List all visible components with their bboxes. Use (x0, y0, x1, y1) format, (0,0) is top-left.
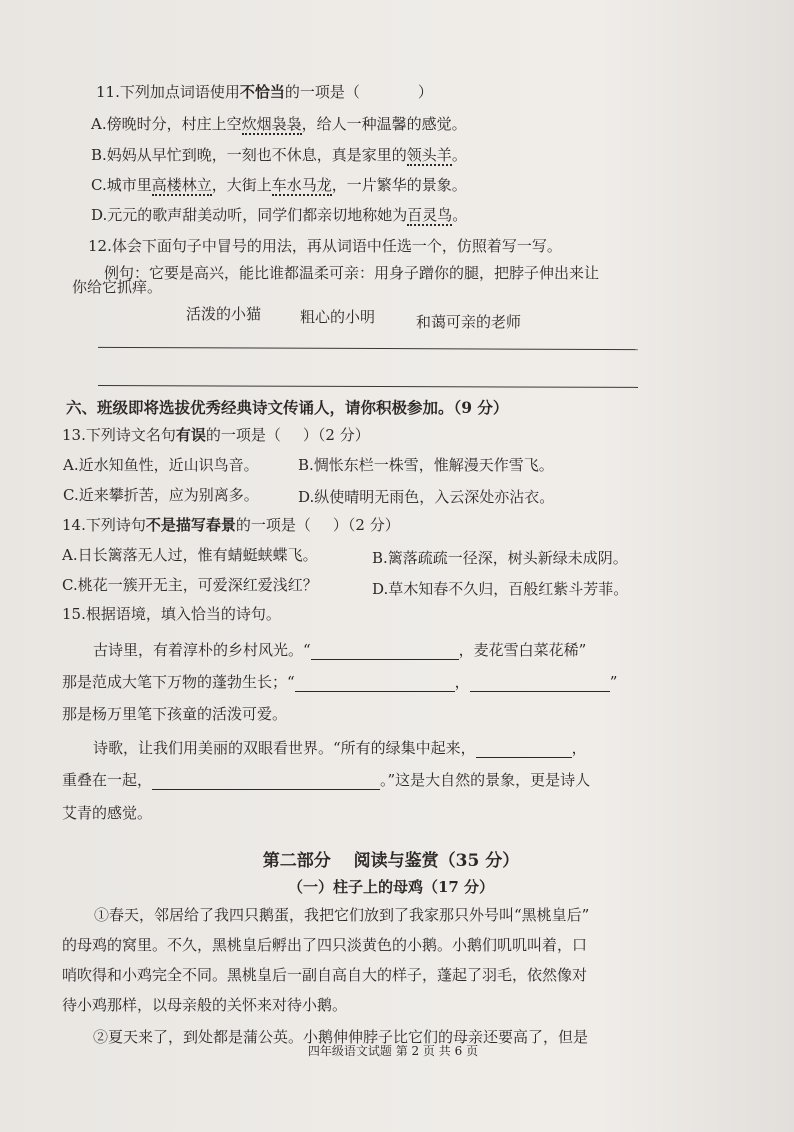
q13-option-d: D.纵使晴明无雨色，入云深处亦沾衣。 (298, 488, 555, 506)
q15-para1-line1: 古诗里，有着淳朴的乡村风光。“ ，麦花雪白菜花稀” (93, 641, 587, 659)
q15-para2-line3: 艾青的感觉。 (62, 804, 153, 822)
q15-para1-line2: 那是范成大笔下万物的蓬勃生长；“ ， ” (62, 673, 618, 691)
q15-blank-5[interactable] (152, 773, 380, 790)
q14-stem: 14.下列诗句不是描写春景的一项是（ ）（2 分） (62, 516, 400, 534)
q15-blank-2[interactable] (295, 675, 455, 692)
q11-option-a: A.傍晚时分，村庄上空炊烟袅袅，给人一种温馨的感觉。 (91, 115, 467, 133)
q15-para1-line3: 那是杨万里笔下孩童的活泼可爱。 (62, 705, 288, 723)
q13-option-a: A.近水知鱼性，近山识鸟音。 (63, 456, 259, 474)
reading-para1-line4: 待小鸡那样，以母亲般的关怀来对待小鹅。 (62, 996, 348, 1014)
q12-answer-line-2[interactable] (98, 385, 638, 388)
q12-choice-2: 粗心的小明 (300, 308, 376, 326)
q14-option-a: A.日长篱落无人过，惟有蜻蜓蛱蝶飞。 (62, 546, 318, 564)
q13-option-c: C.近来攀折苦，应为别离多。 (63, 486, 259, 504)
q15-para2-line2: 重叠在一起， 。”这是大自然的景象，更是诗人 (62, 771, 591, 789)
q13-stem: 13.下列诗文名句有误的一项是（ ）（2 分） (62, 426, 370, 444)
q12-stem: 12.体会下面句子中冒号的用法，再从词语中任选一个，仿照着写一写。 (88, 237, 562, 255)
q15-stem: 15.根据语境，填入恰当的诗句。 (62, 605, 281, 623)
q11-option-d: D.元元的歌声甜美动听，同学们都亲切地称她为百灵鸟。 (91, 206, 468, 224)
q15-blank-4[interactable] (476, 741, 572, 758)
q12-choice-3: 和蔼可亲的老师 (416, 313, 522, 331)
q11-close: ） (417, 83, 433, 101)
q11-suffix: 的一项是（ (284, 83, 360, 101)
reading-para1-line1: ①春天，邻居给了我四只鹅蛋，我把它们放到了我家那只外号叫“黑桃皇后” (94, 906, 590, 924)
q11-option-c: C.城市里高楼林立，大街上车水马龙，一片繁华的景象。 (91, 176, 467, 194)
q12-answer-line-1[interactable] (98, 347, 638, 350)
q14-option-d: D.草木知春不久归，百般红紫斗芳菲。 (372, 580, 629, 598)
part2-title: 第二部分 阅读与鉴赏（35 分） (262, 851, 520, 871)
q12-example-line2: 你给它抓痒。 (72, 278, 163, 296)
q15-para2-line1: 诗歌，让我们用美丽的双眼看世界。“所有的绿集中起来， ， (93, 739, 587, 757)
q13-option-b: B.惆怅东栏一株雪，惟解漫天作雪飞。 (298, 456, 554, 474)
page-footer: 四年级语文试题 第 2 页 共 6 页 (307, 1044, 479, 1058)
part2-subtitle: （一）柱子上的母鸡（17 分） (287, 878, 495, 896)
q11-prefix: 11.下列加点词语使用 (96, 83, 240, 101)
q15-blank-1[interactable] (311, 643, 459, 660)
q14-option-b: B.篱落疏疏一径深，树头新绿未成阴。 (372, 549, 628, 567)
q15-blank-3[interactable] (470, 675, 610, 692)
reading-para1-line3: 哨吹得和小鸡完全不同。黑桃皇后一副自高自大的样子，蓬起了羽毛，依然像对 (62, 966, 588, 984)
q11-bold: 不恰当 (239, 83, 285, 101)
reading-para1-line2: 的母鸡的窝里。不久，黑桃皇后孵出了四只淡黄色的小鹅。小鹅们叽叽叫着，口 (62, 936, 588, 954)
reading-para2-line1: ②夏天来了，到处都是蒲公英。小鹅伸伸脖子比它们的母亲还要高了，但是 (93, 1028, 589, 1046)
section6-title: 六、班级即将选拔优秀经典诗文传诵人，请你积极参加。（9 分） (66, 398, 509, 417)
q14-option-c: C.桃花一簇开无主，可爱深红爱浅红？ (62, 576, 318, 594)
q11-stem (96, 82, 433, 102)
q12-choice-1: 活泼的小猫 (186, 305, 262, 323)
q12-example-line1: 例句：它要是高兴，能比谁都温柔可亲：用身子蹭你的腿，把脖子伸出来让 (104, 264, 600, 282)
q11-option-b: B.妈妈从早忙到晚，一刻也不休息，真是家里的领头羊。 (91, 146, 467, 164)
